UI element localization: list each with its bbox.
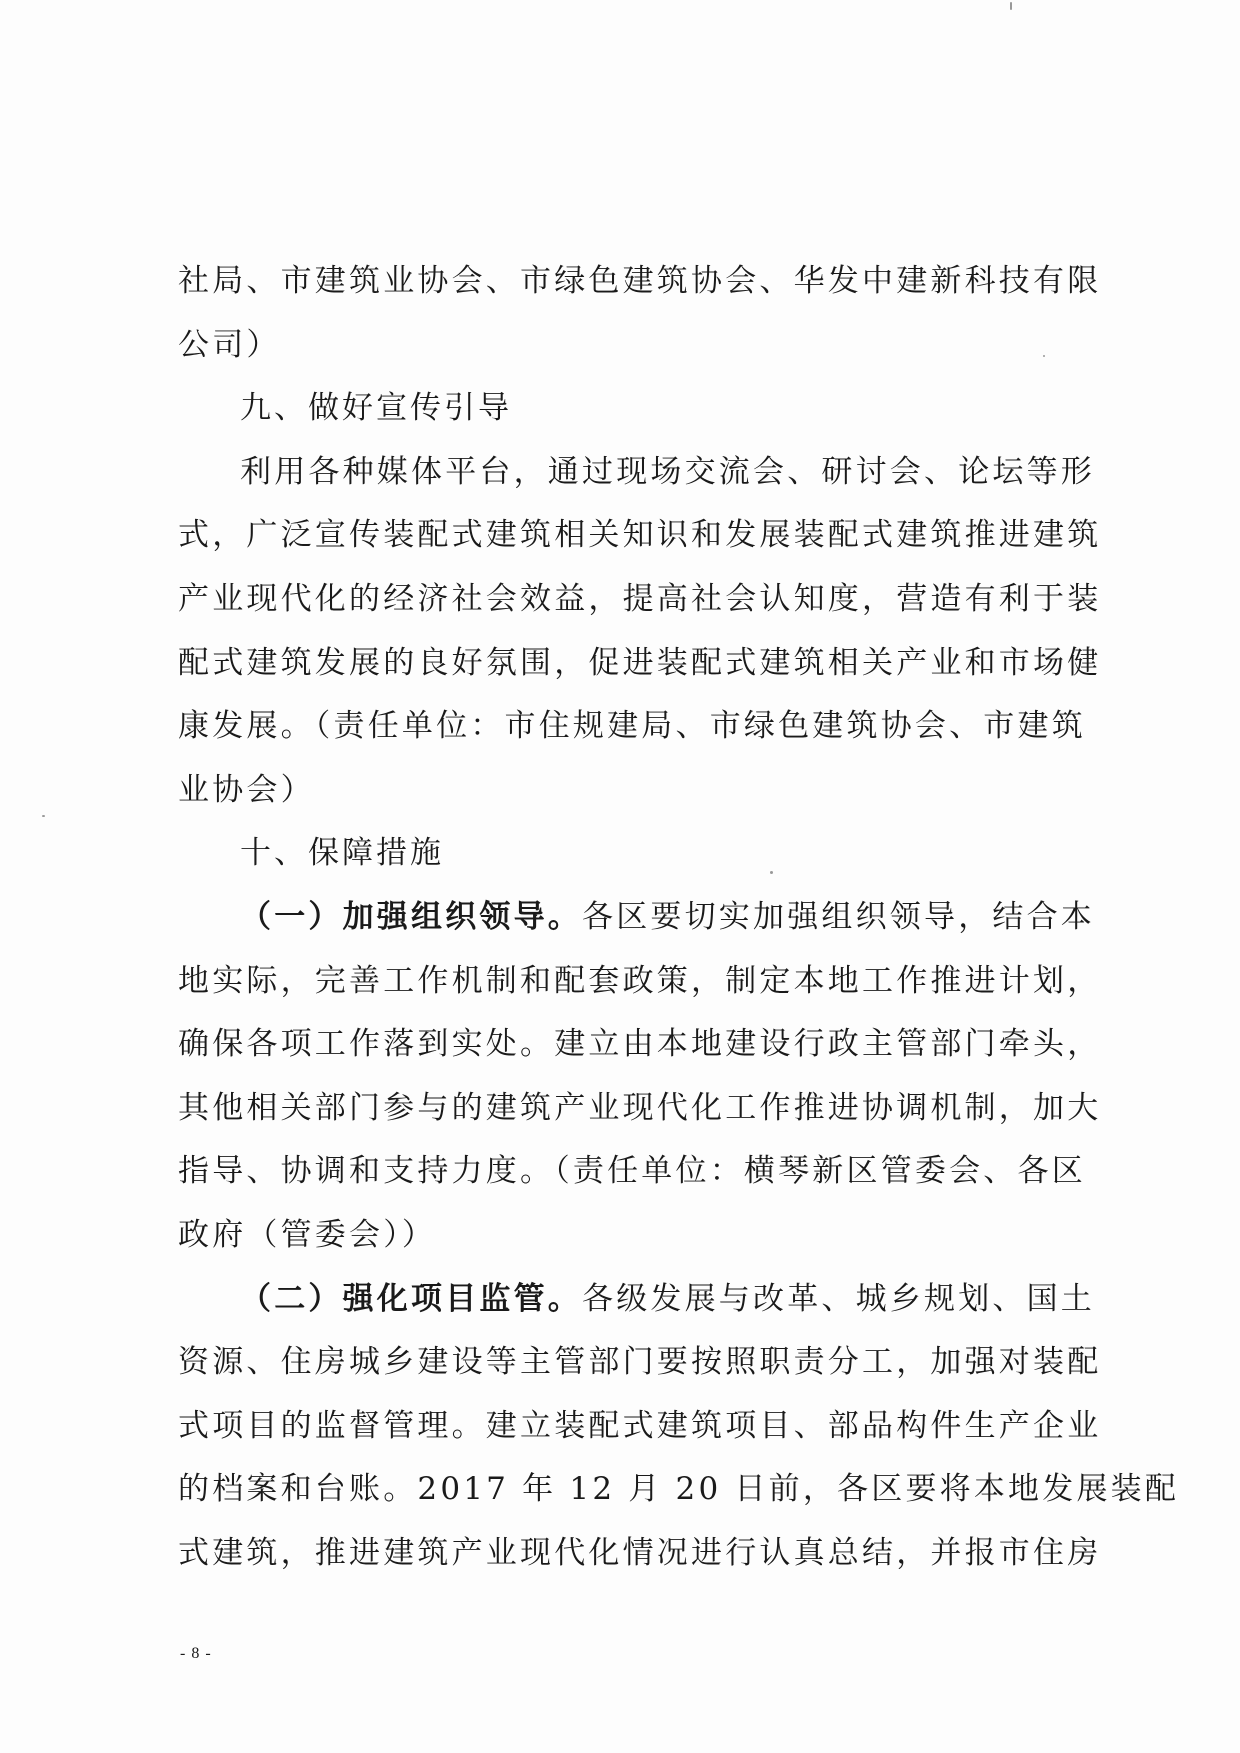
scan-speck bbox=[1043, 355, 1045, 357]
text-line: 确保各项工作落到实处。建立由本地建设行政主管部门牵头， bbox=[178, 1026, 1102, 1063]
scan-speck bbox=[770, 871, 773, 874]
text-line: 产业现代化的经济社会效益，提高社会认知度，营造有利于装 bbox=[178, 580, 1102, 617]
section-heading: 九、做好宣传引导 bbox=[240, 390, 512, 427]
subsection-title: （一）加强组织领导。 bbox=[240, 898, 582, 935]
subsection-title: （二）强化项目监管。 bbox=[240, 1280, 582, 1317]
scan-speck bbox=[1010, 2, 1012, 10]
text-line: 康发展。（责任单位：市住规建局、市绿色建筑协会、市建筑 bbox=[178, 708, 1086, 745]
text-line: 的档案和台账。2017 年 12 月 20 日前，各区要将本地发展装配 bbox=[178, 1471, 1180, 1508]
text-line: 配式建筑发展的良好氛围，促进装配式建筑相关产业和市场健 bbox=[178, 644, 1102, 681]
text-line: 公司） bbox=[178, 326, 281, 363]
text-line: 资源、住房城乡建设等主管部门要按照职责分工，加强对装配 bbox=[178, 1344, 1102, 1381]
text-line: 其他相关部门参与的建筑产业现代化工作推进协调机制，加大 bbox=[178, 1089, 1102, 1126]
text-run: 各区要切实加强组织领导，结合本 bbox=[582, 898, 1095, 935]
text-line: 业协会） bbox=[178, 771, 315, 808]
text-line: 式建筑，推进建筑产业现代化情况进行认真总结，并报市住房 bbox=[178, 1534, 1102, 1571]
text-line: 指导、协调和支持力度。（责任单位：横琴新区管委会、各区 bbox=[178, 1153, 1086, 1190]
text-line: 式项目的监督管理。建立装配式建筑项目、部品构件生产企业 bbox=[178, 1407, 1102, 1444]
text-line: 地实际，完善工作机制和配套政策，制定本地工作推进计划， bbox=[178, 962, 1102, 999]
text-line: 政府（管委会）） bbox=[178, 1216, 437, 1253]
text-line: 式，广泛宣传装配式建筑相关知识和发展装配式建筑推进建筑 bbox=[178, 517, 1102, 554]
text-line: 利用各种媒体平台，通过现场交流会、研讨会、论坛等形 bbox=[240, 453, 1095, 490]
text-run: 各级发展与改革、城乡规划、国土 bbox=[582, 1280, 1095, 1317]
section-heading: 十、保障措施 bbox=[240, 835, 444, 872]
document-body bbox=[178, 250, 1180, 1585]
text-line bbox=[178, 1268, 1095, 1332]
text-line bbox=[178, 886, 1095, 950]
text-line: 社局、市建筑业协会、市绿色建筑协会、华发中建新科技有限 bbox=[178, 263, 1102, 299]
page-number: - 8 - bbox=[180, 1645, 212, 1662]
scan-speck bbox=[42, 815, 45, 817]
